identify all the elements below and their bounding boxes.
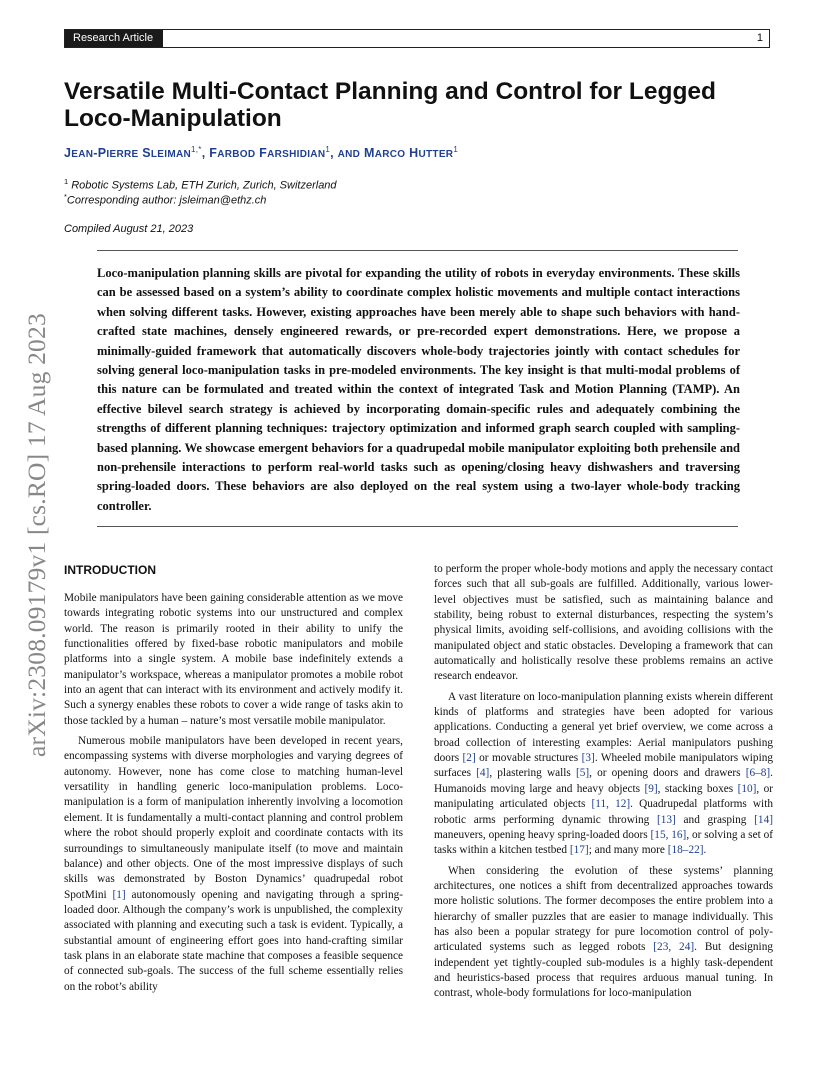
compiled-date: Compiled August 21, 2023 (64, 223, 194, 235)
citation-link[interactable]: [17] (569, 844, 589, 857)
arxiv-stamp: arXiv:2308.09179v1 [cs.RO] 17 Aug 2023 (22, 313, 51, 757)
citation-link[interactable]: [23, 24] (653, 941, 695, 954)
citation-link[interactable]: [9] (644, 782, 658, 795)
abstract: Loco-manipulation planning skills are pivotal for expanding the utility of robots in everyday environments. These skills can be assessed based on a system’s ability to coordinate complex holistic movements and multiple contact interactions when solving different tasks. However, existing approaches have been merely able to shape such behaviors with hand-crafted state machines, densely engineered rewards, or pre-recorded expert demonstrations. Here, we propose a minimally-guided framework that automatically discovers whole-body trajectories jointly with contact schedules for solving general loco-manipulation tasks in pre-modeled environments. The key insight is that multi-modal problems of this nature can be formulated and treated within the context of integrated Task and Motion Planning (TAMP). An effective bilevel search strategy is achieved by incorporating domain-specific rules and adequately combining the strengths of different planning techniques: trajectory optimization and informed graph search coupled with sampling-based planning. We showcase emergent behaviors for a quadrupedal mobile manipulator exploiting both prehensile and non-prehensile interactions to perform real-world tasks such as opening/closing heavy dishwashers and traversing spring-loaded doors. These behaviors are also deployed on the real system using a two-layer whole-body tracking controller. (97, 266, 740, 513)
citation-link[interactable]: [6–8] (745, 767, 771, 780)
citation-link[interactable]: [11, 12] (591, 798, 631, 811)
intro-paragraph-4: A vast literature on loco-manipulation planning exists wherein different kinds of platforms and strategies have been adopted for various applications. Conducting a general yet brief overview, we come across a broad collection of interesting examples: Aerial manipulators pushing doors [2] or movable structures [3]. Wheeled mobile manipulators wiping surfaces [4], plastering walls [5], or opening doors and drawers [6–8]. Humanoids moving large and heavy objects [9], stacking boxes [10], or manipulating articulated objects [11, 12]. Quadrupedal platforms with robotic arms performing dynamic throwing [13] and grasping [14] maneuvers, opening heavy spring-loaded doors [15, 16], or solving a set of tasks within a kitchen testbed [17]; and many more [18–22]. (434, 690, 774, 857)
citation-link[interactable]: [18–22] (667, 844, 704, 857)
author-list: JEAN-PIERRE $SLEIMAN^{1,*}$, FARBOD FARSHIDIAN$^1$, AND MARCO HUTTER$^1$ (64, 145, 459, 161)
citation-link[interactable]: [4] (476, 767, 490, 780)
page-number: 1 (756, 32, 763, 44)
intro-paragraph-3: to perform the proper whole-body motions and apply the necessary contact forces such that all sub-goals are fulfilled. Additionally, various lower-level objectives must be satisfied, such as maintaining balance and stability, being robust to external disturbances, respecting the system’s physical limits, avoiding self-collisions, and avoiding collisions with the manipulated object and static obstacles. Developing a framework that can automatically and holistically resolve these problems remains an active research endeavor. (434, 563, 773, 683)
abstract-bottom-rule (97, 526, 738, 527)
author-2: FARBOD FARSHIDIAN$^1$ (209, 145, 331, 161)
title-line-1: Versatile Multi-Contact Planning and Control for Legged (64, 78, 717, 105)
citation-link[interactable]: [3] (581, 752, 595, 765)
intro-paragraph-5: When considering the evolution of these systems’ planning architectures, one notices a shift from decentralized approaches towards more holistic solutions. The former decomposes the entire problem into a hierarchy of smaller puzzles that are easier to manage individually. This has also been a popular strategy for pure locomotion control of poly-articulated systems such as legged robots [23, 24]. But designing independent yet tightly-coupled sub-modules is a highly task-dependent and heuristics-based process that requires arduous manual tuning. In contrast, whole-body formulations for loco-manipulation (434, 864, 773, 1000)
citation-link[interactable]: [15, 16] (650, 828, 687, 841)
citation-link[interactable]: [1] (112, 888, 126, 901)
left-column (64, 563, 403, 995)
corresponding-author: *Corresponding author: jsleiman@ethz.ch (64, 192, 267, 207)
article-type-label: Research Article (65, 30, 163, 47)
citation-link[interactable]: [14] (754, 813, 773, 826)
paper-title (64, 78, 764, 132)
right-column (434, 562, 773, 1002)
title-line-2: Loco-Manipulation (64, 105, 282, 132)
citation-link[interactable]: [13] (657, 813, 676, 826)
intro-paragraph-1: Mobile manipulators have been gaining considerable attention as we move towards integrating robotic systems into our unstructured and complex world. The reason is primarily rooted in their ability to unify the functionalities offered by fixed-base robotic manipulators and mobile platforms into a single system. A mobile base indefinitely extends a manipulator’s workspace, whereas a manipulator promotes a mobile robot into an agent that can interact with its environment and actively modify it. Such a synergy enables these robots to cover a wide range of tasks akin to those tackled by a human – nature’s most versatile mobile manipulator. (64, 592, 403, 727)
citation-link[interactable]: [2] (462, 752, 476, 765)
abstract-top-rule (97, 250, 738, 251)
affiliation-1: $^1$ Robotic Systems Lab, ETH Zurich, Zurich, Switzerland (64, 177, 337, 192)
intro-paragraph-2: Numerous mobile manipulators have been developed in recent years, encompassing systems with diverse morphologies and varying degrees of autonomy. However, none has come close to matching human-level versatility in handling generic loco-manipulation problems. Loco-manipulation is a form of manipulation inherently involving a locomotion element. It is fundamentally a multi-contact planning and control problem where the robot should properly exploit and coordinate contacts with its surroundings to simultaneously manipulate itself (to move and maintain balance) and other objects. One of the most impressive displays of such skills was demonstrated by Boston Dynamics’ quadrupedal robot SpotMini [1] autonomously opening and navigating through a spring-loaded door. Although the company’s work is unpublished, the complexity associated with planning and executing such a task is evident. Typically, a substantial amount of engineering effort goes into hand-crafting similar task plans in an elaborate state machine that composes a feasible sequence of connected sub-goals. The success of the full scheme essentially relies on the robot’s ability (64, 735, 403, 993)
section-heading: INTRODUCTION (64, 563, 156, 577)
author-3: MARCO HUTTER$^1$ (360, 145, 459, 161)
citation-link[interactable]: [5] (575, 767, 590, 780)
page-header (64, 29, 770, 48)
citation-link[interactable]: [10] (737, 782, 757, 795)
author-1: JEAN-PIERRE $SLEIMAN^{1,*}$ (64, 145, 202, 161)
